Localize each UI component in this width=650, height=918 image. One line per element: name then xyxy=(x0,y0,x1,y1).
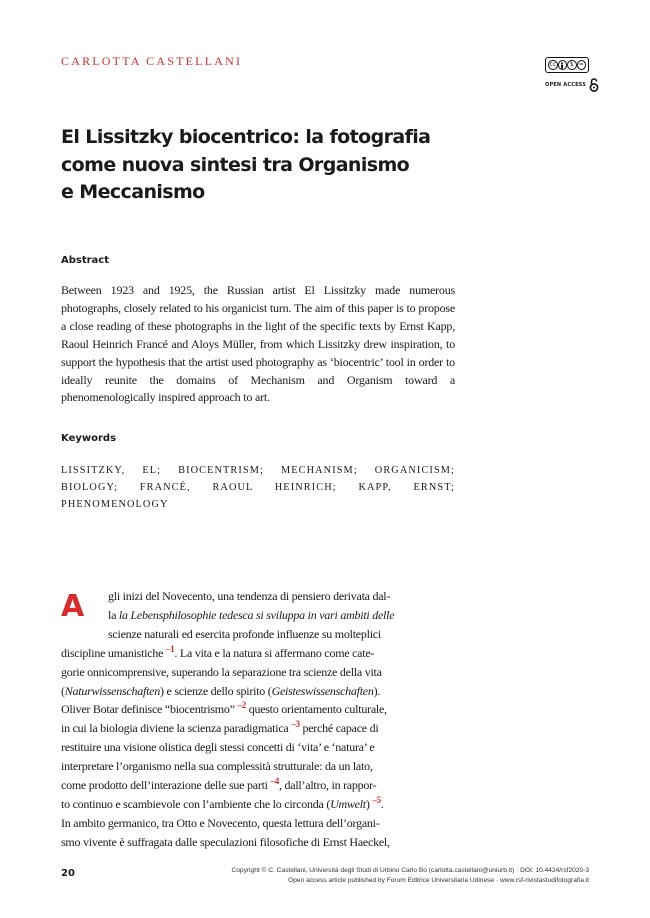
footer-line: Copyright © C. Castellani, Università degli Studi di Urbino Carlo Bo (carlotta.castellani@uniurb.it) · DOI: 10.4424/rsf2020-3 xyxy=(231,867,589,874)
title-line: El Lissitzky biocentrico: la fotografia xyxy=(61,126,431,148)
title-line: come nuova sintesi tra Organismo xyxy=(61,153,410,176)
cc-license-badge[interactable] xyxy=(545,57,589,73)
body-line: come prodotto dell’interazione delle sue parti $^{-4}$, dall’altro, in rappor- xyxy=(61,776,377,793)
keywords-heading: Keywords xyxy=(61,433,117,444)
author-name: CARLOTTA CASTELLANI xyxy=(61,54,243,68)
noderivatives-icon: = xyxy=(577,60,587,70)
body-text xyxy=(61,587,455,852)
body-line: smo vivente è suffragata dalle speculazioni filosofiche di Ernst Haeckel, xyxy=(61,834,390,849)
body-line: to continuo e scambievole con l’ambiente che lo circonda (Umwelt) $^{-5}$. xyxy=(61,794,384,811)
body-line: discipline umanistiche $^{-1}$. La vita e la natura si affermano come cate- xyxy=(61,643,375,660)
body-line: interpretare l’organismo nella sua complessità strutturale: da un lato, xyxy=(61,759,373,774)
body-line: In ambito germanico, tra Otto e Novecento, questa lettura dell’organi- xyxy=(61,815,380,830)
copyright-footer xyxy=(149,866,589,886)
footnote-ref[interactable]: –1 xyxy=(165,643,175,654)
page-number: 20 xyxy=(61,868,75,879)
drop-cap: A xyxy=(61,589,85,624)
body-line: gorie onnicomprensive, superando la separazione tra scienze della vita xyxy=(61,664,382,679)
body-line: in cui la biologia diviene la scienza paradigmatica $^{-3}$ perché capace di xyxy=(61,719,379,736)
footnote-ref[interactable]: –2 xyxy=(237,700,246,711)
abstract-text: Between 1923 and 1925, the Russian artist El Lissitzky made numerous photographs, closely related to his organicist turn. The aim of this paper is to propose a close reading of these photographs in the light of the specific texts by Ernst Kapp, Raoul Heinrich Francé and Aloys Müller, from which Lissitzky drew inspiration, to support the hypothesis that the artist used photography as ‘biocentric’ tool in order to ideally reunite the domains of Mechanism and Organism toward a phenomenologically inspired approach to art. xyxy=(61,283,455,405)
body-line: (Naturwissenschaften) e scienze dello spirito (Geisteswissenschaften). xyxy=(61,683,381,698)
open-access-mark xyxy=(545,78,599,92)
footnote-ref[interactable]: –3 xyxy=(291,719,300,730)
footer-line: Open access article published by Forum Editrice Universitaria Udinese · www.rsf-rivistastudifotografia.it xyxy=(288,877,589,884)
abstract-heading: Abstract xyxy=(61,255,110,266)
noncommercial-icon: $ xyxy=(567,60,577,70)
article-title xyxy=(61,124,481,207)
body-line: Oliver Botar definisce “biocentrismo” $^{-2}$ questo orientamento culturale, xyxy=(61,700,387,717)
cc-icon: cc xyxy=(549,61,557,68)
body-line: restituire una visione olistica degli stessi concetti di ‘vita’ e ‘natura’ e xyxy=(61,740,375,755)
title-line: e Meccanismo xyxy=(61,181,205,203)
body-line: gli inizi del Novecento, una tendenza di pensiero derivata dal- xyxy=(108,589,391,603)
body-line: la la Lebensphilosophie tedesca si sviluppa in vari ambiti delle xyxy=(108,607,395,622)
keywords-text: LISSITZKY, EL; BIOCENTRISM; MECHANISM; ORGANICISM; BIOLOGY; FRANCÉ, RAOUL HEINRICH; KAPP, ERNST; PHENOMENOLOGY xyxy=(61,465,455,510)
open-access-icon xyxy=(589,78,599,92)
footnote-ref[interactable]: –4 xyxy=(270,776,279,787)
attribution-icon xyxy=(558,60,568,70)
footnote-ref[interactable]: –5 xyxy=(372,794,381,805)
open-access-label: OPEN ACCESS xyxy=(545,82,587,88)
body-line: scienze naturali ed esercita profonde influenze su molteplici xyxy=(108,626,381,641)
